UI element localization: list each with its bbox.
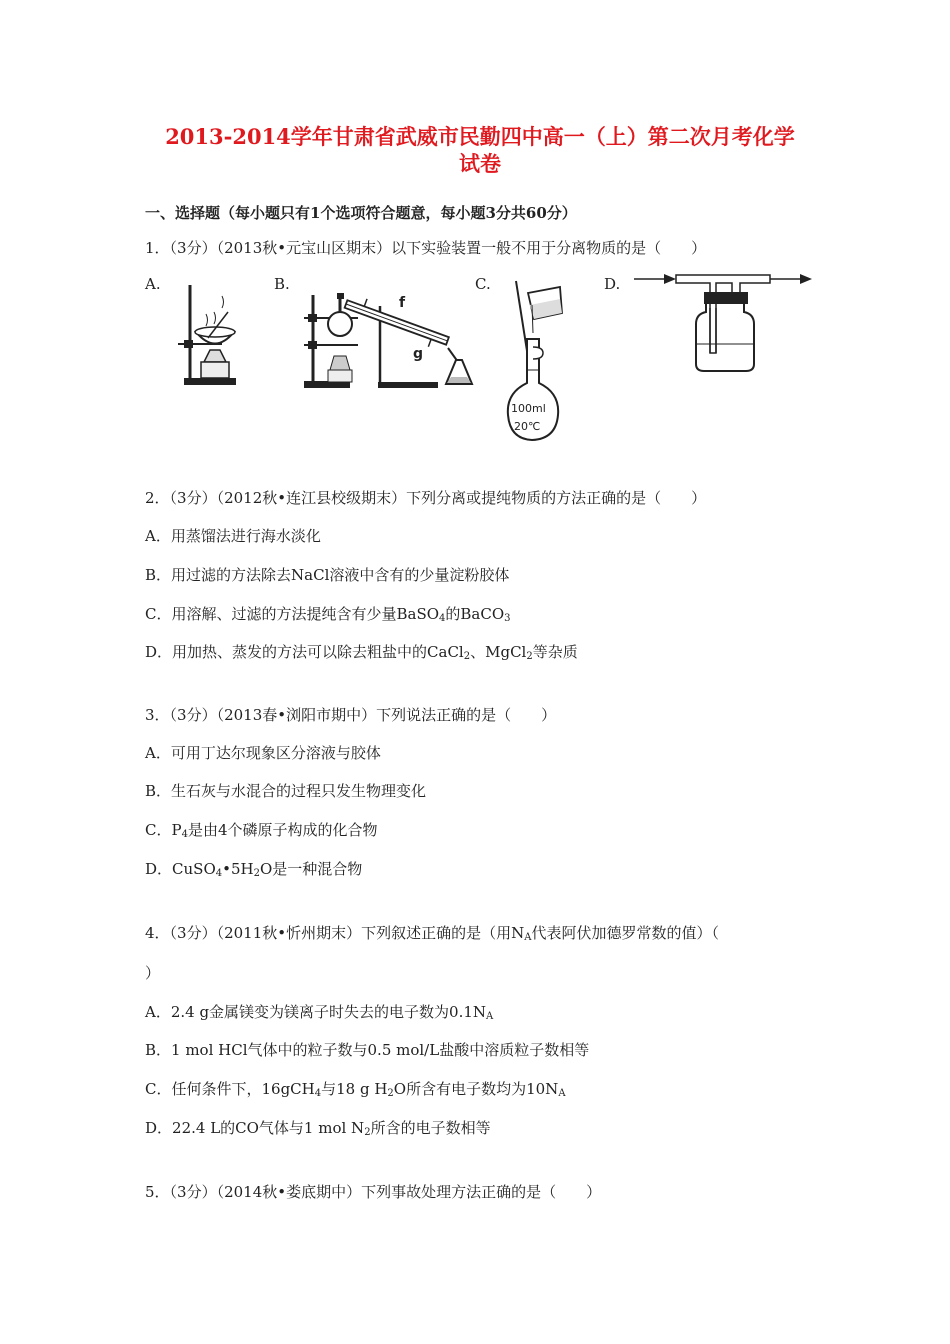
label-f: f (399, 295, 406, 311)
q3d-sub-1: 4 (215, 868, 223, 879)
q4-option-d (145, 1117, 491, 1138)
figure-c-volumetric-flask (500, 275, 570, 443)
q4c-text-2: 与18 g H (321, 1080, 388, 1098)
q4c-sub-1: 4 (314, 1088, 322, 1099)
q2-option-a: A．用蒸馏法进行海水淡化 (145, 527, 321, 545)
q4-stem-sub: A (524, 932, 532, 943)
q2d-text-1: D．用加热、蒸发的方法可以除去粗盐中的CaCl (145, 643, 464, 661)
figure-b-distillation-apparatus (298, 290, 478, 392)
flask-temp-label: 20℃ (514, 420, 541, 433)
q3c-sub-1: 4 (181, 829, 188, 840)
q2c-sub-2: 3 (504, 613, 511, 624)
figure-d-gas-washing-bottle (634, 268, 812, 373)
q3d-sub-2: 2 (253, 868, 260, 879)
q1-label-b: B. (274, 275, 290, 293)
label-g: g (413, 346, 424, 362)
q1-label-a: A. (145, 275, 161, 293)
q2-option-c (145, 603, 511, 624)
q4c-text-1: C．任何条件下，16gCH (145, 1080, 315, 1098)
section-heading: 一、选择题（每小题只有1个选项符合题意，每小题3分共60分） (145, 204, 577, 222)
q3-option-d (145, 858, 362, 879)
question-5-stem: 5．（3分）（2014秋•娄底期中）下列事故处理方法正确的是（ ） (145, 1183, 602, 1201)
q3c-text-1: C．P (145, 821, 182, 839)
question-4-stem-cont: ） (145, 964, 161, 982)
q4c-text-3: O所含有电子数均为10N (393, 1080, 559, 1098)
q4-stem-text-2: 代表阿伏加德罗常数的值）（ (531, 924, 719, 942)
q4d-text-1: D．22.4 L的CO气体与1 mol N (145, 1119, 365, 1137)
q4-option-b: B．1 mol HCl气体中的粒子数与0.5 mol/L盐酸中溶质粒子数相等 (145, 1041, 590, 1059)
q4a-text-1: A．2.4 g金属镁变为镁离子时失去的电子数为0.1N (145, 1003, 487, 1021)
q2-option-b: B．用过滤的方法除去NaCl溶液中含有的少量淀粉胶体 (145, 566, 510, 584)
question-1-stem: 1．（3分）（2013秋•元宝山区期末）以下实验装置一般不用于分离物质的是（ ） (145, 239, 707, 257)
q2c-sub-1: 4 (439, 613, 446, 624)
q3-option-b: B．生石灰与水混合的过程只发生物理变化 (145, 782, 427, 800)
q4c-sub-3: A (558, 1088, 566, 1099)
q4d-text-2: 所含的电子数相等 (370, 1119, 491, 1137)
q2c-text-2: 的BaCO (445, 605, 505, 623)
q2d-text-2: 、MgCl (470, 643, 527, 661)
q2d-sub-1: 2 (463, 651, 471, 662)
q3d-text-2: •5H (222, 860, 254, 878)
q3-option-c (145, 819, 378, 840)
question-2-stem: 2．（3分）（2012秋•连江县校级期末）下列分离或提纯物质的方法正确的是（ ） (145, 489, 707, 507)
title-line-2: 试卷 (459, 151, 501, 176)
figure-a-evaporation-apparatus (170, 280, 245, 388)
q4a-sub-1: A (486, 1011, 494, 1022)
q4-option-a (145, 1001, 493, 1022)
q4d-sub-1: 2 (364, 1127, 371, 1138)
q1-label-d: D. (604, 275, 621, 293)
question-4-stem (145, 922, 719, 943)
q2d-sub-2: 2 (526, 651, 533, 662)
q3-option-a: A．可用丁达尔现象区分溶液与胶体 (145, 744, 381, 762)
q2-option-d (145, 641, 578, 662)
q4c-sub-2: 2 (387, 1088, 394, 1099)
title-line-1: 2013-2014学年甘肃省武威市民勤四中高一（上）第二次月考化学 (165, 124, 795, 149)
q1-label-c: C. (475, 275, 491, 293)
q3c-text-2: 是由4个磷原子构成的化合物 (187, 821, 378, 839)
flask-volume-label: 100ml (511, 402, 546, 415)
q2d-text-3: 等杂质 (532, 643, 578, 661)
q3d-text-1: D．CuSO (145, 860, 216, 878)
q4-option-c (145, 1078, 566, 1099)
q4-stem-text-1: 4．（3分）（2011秋•忻州期末）下列叙述正确的是（用N (145, 924, 525, 942)
q2c-text-1: C．用溶解、过滤的方法提纯含有少量BaSO (145, 605, 440, 623)
q3d-text-3: O是一种混合物 (259, 860, 363, 878)
question-3-stem: 3．（3分）（2013春•浏阳市期中）下列说法正确的是（ ） (145, 706, 557, 724)
document-title (150, 123, 810, 177)
